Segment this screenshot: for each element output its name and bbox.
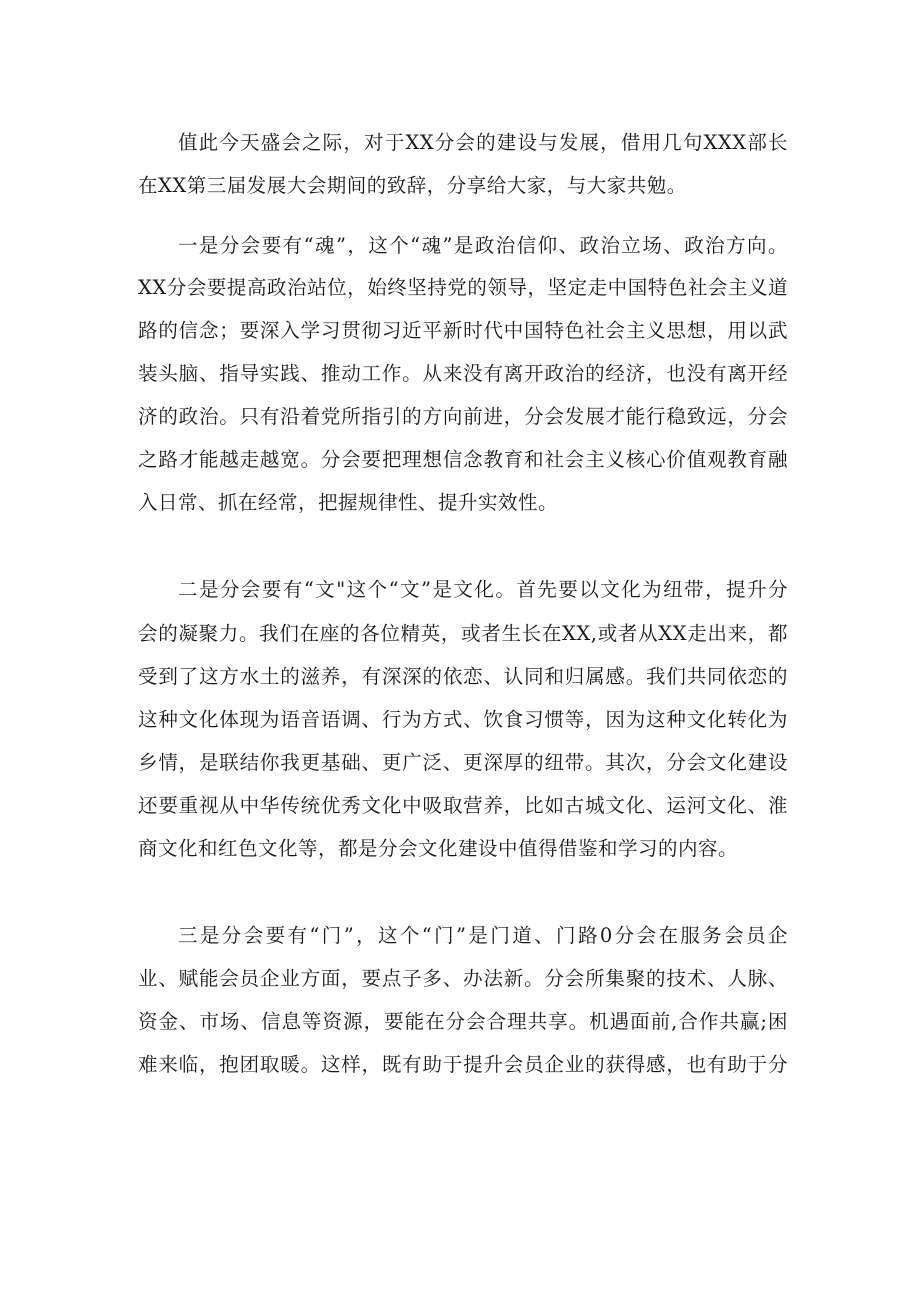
- paragraph-4-line-3: 资金、市场、信息等资源，要能在分会合理共享。机遇面前,合作共赢;困: [138, 1010, 788, 1033]
- paragraph-3-line-1: 二是分会要有“文"这个“文”是文化。首先要以文化为纽带，提升分: [178, 578, 788, 601]
- paragraph-4-line-1: 三是分会要有“门”，这个“门”是门道、门路0分会在服务会员企: [178, 924, 788, 947]
- paragraph-3-line-5: 乡情，是联结你我更基础、更广泛、更深厚的纽带。其次，分会文化建设: [138, 751, 788, 774]
- paragraph-3-line-3: 受到了这方水土的滋养，有深深的依恋、认同和归属感。我们共同依恋的: [138, 665, 788, 688]
- paragraph-2-line-5: 济的政治。只有沿着党所指引的方向前进，分会发展才能行稳致远，分会: [138, 405, 788, 428]
- paragraph-1-line-2: 在XX第三届发展大会期间的致辞，分享给大家，与大家共勉。: [138, 174, 687, 197]
- paragraph-3-line-7: 商文化和红色文化等，都是分会文化建设中值得借鉴和学习的内容。: [138, 837, 739, 860]
- paragraph-2-line-4: 装头脑、指导实践、推动工作。从来没有离开政治的经济，也没有离开经: [138, 362, 788, 385]
- paragraph-4-line-4: 难来临，抱团取暖。这样，既有助于提升会员企业的获得感，也有助于分: [138, 1053, 788, 1076]
- paragraph-2-line-3: 路的信念；要深入学习贯彻习近平新时代中国特色社会主义思想，用以武: [138, 319, 788, 342]
- paragraph-3-line-6: 还要重视从中华传统优秀文化中吸取营养，比如古城文化、运河文化、淮: [138, 794, 788, 817]
- paragraph-2-line-6: 之路才能越走越宽。分会要把理想信念教育和社会主义核心价值观教育融: [138, 448, 788, 471]
- paragraph-2-line-7: 入日常、抓在经常，把握规律性、提升实效性。: [138, 491, 559, 514]
- paragraph-3-line-2: 会的凝聚力。我们在座的各位精英，或者生长在XX,或者从XX走出来，都: [138, 622, 788, 645]
- paragraph-4-line-2: 业、赋能会员企业方面，要点子多、办法新。分会所集聚的技术、人脉、: [138, 967, 788, 990]
- paragraph-1-line-1: 值此今天盛会之际，对于XX分会的建设与发展，借用几句XXX部长: [178, 131, 788, 154]
- paragraph-2-line-2: XX分会要提高政治站位，始终坚持党的领导，坚定走中国特色社会主义道: [138, 276, 788, 299]
- paragraph-2-line-1: 一是分会要有“魂”，这个“魂”是政治信仰、政治立场、政治方向。: [178, 234, 788, 257]
- paragraph-3-line-4: 这种文化体现为语音语调、行为方式、饮食习惯等，因为这种文化转化为: [138, 708, 788, 731]
